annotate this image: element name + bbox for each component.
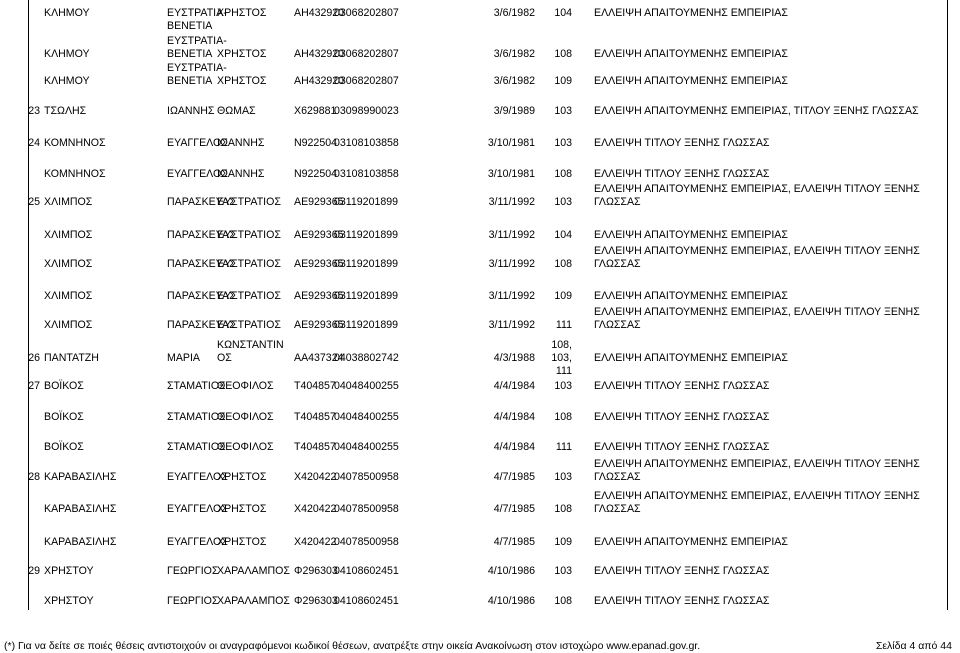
first-name-cell: ΕΥΣΤΡΑΤΙΑ- ΒΕΝΕΤΙΑ	[167, 62, 227, 87]
table-row	[28, 380, 946, 398]
id-number-cell: ΑΗ432920	[294, 7, 345, 19]
table-row	[28, 441, 946, 459]
position-code-cell: 111	[555, 319, 572, 331]
first-name-cell: ΣΤΑΜΑΤΙΟΣ	[167, 441, 226, 453]
surname-cell: ΧΛΙΜΠΟΣ	[44, 229, 93, 241]
father-name-cell: ΙΩΑΝΝΗΣ	[217, 137, 265, 149]
table-row	[28, 490, 946, 520]
first-name-cell: ΙΩΑΝΝΗΣ	[167, 105, 215, 117]
rejection-reason-cell: ΕΛΛΕΙΨΗ ΤΙΤΛΟΥ ΞΕΝΗΣ ΓΛΩΣΣΑΣ	[594, 595, 770, 607]
rejection-reason-cell: ΕΛΛΕΙΨΗ ΑΠΑΙΤΟΥΜΕΝΗΣ ΕΜΠΕΙΡΙΑΣ, ΕΛΛΕΙΨΗ ΤΙΤΛΟΥ ΞΕΝΗΣ ΓΛΩΣΣΑΣ	[594, 306, 920, 331]
rejection-reason-cell: ΕΛΛΕΙΨΗ ΤΙΤΛΟΥ ΞΕΝΗΣ ΓΛΩΣΣΑΣ	[594, 565, 770, 577]
footer-note: (*) Για να δείτε σε ποιές θέσεις αντιστοιχούν οι αναγραφόμενοι κωδικοί θέσεων, ανατρέξτε στην οικεία Ανακοίνωση στον ιστοχώρο www.epanad.gov.gr.	[4, 640, 701, 652]
birth-date-cell: 4/7/1985	[493, 503, 535, 515]
father-name-cell: ΕΥΣΤΡΑΤΙΟΣ	[217, 319, 281, 331]
table-row	[28, 62, 946, 92]
father-name-cell: ΕΥΣΤΡΑΤΙΟΣ	[217, 196, 281, 208]
father-name-cell: ΘΕΟΦΙΛΟΣ	[217, 380, 274, 392]
birth-date-cell: 3/11/1992	[488, 258, 535, 270]
row-number: 25	[28, 196, 40, 208]
surname-cell: ΚΑΡΑΒΑΣΙΛΗΣ	[44, 536, 117, 548]
id-number-cell: Ν922504	[294, 137, 338, 149]
birth-date-cell: 3/10/1981	[487, 137, 535, 149]
first-name-cell: ΕΥΑΓΓΕΛΟΣ	[167, 471, 228, 483]
surname-cell: ΧΛΙΜΠΟΣ	[44, 258, 93, 270]
amka-cell: 04108602451	[334, 565, 399, 577]
surname-cell: ΒΟΪΚΟΣ	[44, 411, 84, 423]
id-number-cell: Χ420422	[294, 536, 337, 548]
birth-date-cell: 4/7/1985	[493, 536, 535, 548]
rejection-reason-cell: ΕΛΛΕΙΨΗ ΤΙΤΛΟΥ ΞΕΝΗΣ ΓΛΩΣΣΑΣ	[594, 168, 770, 180]
amka-cell: 04048400255	[334, 411, 399, 423]
birth-date-cell: 3/6/1982	[493, 48, 535, 60]
page-number: Σελίδα 4 από 44	[875, 640, 952, 652]
table-row	[28, 339, 946, 377]
table-row	[28, 183, 946, 213]
father-name-cell: ΧΡΗΣΤΟΣ	[217, 503, 267, 515]
position-code-cell: 103	[554, 196, 572, 208]
amka-cell: 03068202807	[334, 75, 399, 87]
rejection-reason-cell: ΕΛΛΕΙΨΗ ΑΠΑΙΤΟΥΜΕΝΗΣ ΕΜΠΕΙΡΙΑΣ, ΕΛΛΕΙΨΗ ΤΙΤΛΟΥ ΞΕΝΗΣ ΓΛΩΣΣΑΣ	[594, 183, 920, 208]
surname-cell: ΚΟΜΝΗΝΟΣ	[44, 137, 106, 149]
amka-cell: 04078500958	[334, 503, 399, 515]
amka-cell: 04078500958	[334, 536, 399, 548]
id-number-cell: ΑΕ929365	[294, 196, 344, 208]
id-number-cell: Χ629881	[294, 105, 337, 117]
position-code-cell: 103	[554, 565, 572, 577]
position-code-cell: 108	[554, 258, 572, 270]
table-row	[28, 7, 946, 32]
father-name-cell: ΕΥΣΤΡΑΤΙΟΣ	[217, 290, 281, 302]
father-name-cell: ΧΡΗΣΤΟΣ	[217, 48, 267, 60]
amka-cell: 03108103858	[334, 137, 399, 149]
birth-date-cell: 4/4/1984	[493, 380, 535, 392]
birth-date-cell: 3/11/1992	[488, 290, 535, 302]
rejection-reason-cell: ΕΛΛΕΙΨΗ ΑΠΑΙΤΟΥΜΕΝΗΣ ΕΜΠΕΙΡΙΑΣ, ΕΛΛΕΙΨΗ ΤΙΤΛΟΥ ΞΕΝΗΣ ΓΛΩΣΣΑΣ	[594, 458, 920, 483]
row-number: 23	[28, 105, 40, 117]
first-name-cell: ΕΥΑΓΓΕΛΟΣ	[167, 503, 228, 515]
id-number-cell: ΑΗ432920	[294, 75, 345, 87]
position-code-cell: 103	[554, 471, 572, 483]
rejection-reason-cell: ΕΛΛΕΙΨΗ ΑΠΑΙΤΟΥΜΕΝΗΣ ΕΜΠΕΙΡΙΑΣ	[594, 536, 788, 548]
id-number-cell: Χ420422	[294, 471, 337, 483]
rejection-reason-cell: ΕΛΛΕΙΨΗ ΑΠΑΙΤΟΥΜΕΝΗΣ ΕΜΠΕΙΡΙΑΣ	[594, 7, 788, 19]
position-code-cell: 108, 103, 111	[551, 339, 572, 377]
rejection-reason-cell: ΕΛΛΕΙΨΗ ΤΙΤΛΟΥ ΞΕΝΗΣ ΓΛΩΣΣΑΣ	[594, 411, 770, 423]
position-code-cell: 103	[554, 380, 572, 392]
surname-cell: ΒΟΪΚΟΣ	[44, 441, 84, 453]
amka-cell: 03108103858	[334, 168, 399, 180]
amka-cell: 03119201899	[334, 196, 399, 208]
surname-cell: ΚΟΜΝΗΝΟΣ	[44, 168, 106, 180]
position-code-cell: 111	[555, 441, 572, 453]
birth-date-cell: 4/4/1984	[493, 441, 535, 453]
birth-date-cell: 4/4/1984	[493, 411, 535, 423]
id-number-cell: Ν922504	[294, 168, 338, 180]
father-name-cell: ΘΕΟΦΙΛΟΣ	[217, 411, 274, 423]
birth-date-cell: 3/11/1992	[488, 196, 535, 208]
position-code-cell: 109	[554, 75, 572, 87]
rejection-reason-cell: ΕΛΛΕΙΨΗ ΤΙΤΛΟΥ ΞΕΝΗΣ ΓΛΩΣΣΑΣ	[594, 441, 770, 453]
father-name-cell: ΧΡΗΣΤΟΣ	[217, 471, 267, 483]
birth-date-cell: 3/11/1992	[488, 229, 535, 241]
birth-date-cell: 3/11/1992	[488, 319, 535, 331]
amka-cell: 04038802742	[334, 352, 399, 364]
rejection-reason-cell: ΕΛΛΕΙΨΗ ΑΠΑΙΤΟΥΜΕΝΗΣ ΕΜΠΕΙΡΙΑΣ	[594, 290, 788, 302]
surname-cell: ΧΡΗΣΤΟΥ	[44, 595, 94, 607]
table-row	[28, 137, 946, 155]
rejection-reason-cell: ΕΛΛΕΙΨΗ ΑΠΑΙΤΟΥΜΕΝΗΣ ΕΜΠΕΙΡΙΑΣ, ΤΙΤΛΟΥ ΞΕΝΗΣ ΓΛΩΣΣΑΣ	[594, 105, 919, 117]
amka-cell: 03119201899	[334, 290, 399, 302]
rejection-reason-cell: ΕΛΛΕΙΨΗ ΑΠΑΙΤΟΥΜΕΝΗΣ ΕΜΠΕΙΡΙΑΣ, ΕΛΛΕΙΨΗ ΤΙΤΛΟΥ ΞΕΝΗΣ ΓΛΩΣΣΑΣ	[594, 245, 920, 270]
table-row	[28, 565, 946, 583]
rejection-reason-cell: ΕΛΛΕΙΨΗ ΤΙΤΛΟΥ ΞΕΝΗΣ ΓΛΩΣΣΑΣ	[594, 380, 770, 392]
birth-date-cell: 4/10/1986	[487, 565, 535, 577]
amka-cell: 03119201899	[334, 229, 399, 241]
father-name-cell: ΘΕΟΦΙΛΟΣ	[217, 441, 274, 453]
birth-date-cell: 4/7/1985	[493, 471, 535, 483]
first-name-cell: ΕΥΣΤΡΑΤΙΑ- ΒΕΝΕΤΙΑ	[167, 7, 227, 32]
rejection-reason-cell: ΕΛΛΕΙΨΗ ΑΠΑΙΤΟΥΜΕΝΗΣ ΕΜΠΕΙΡΙΑΣ	[594, 75, 788, 87]
rejection-reason-cell: ΕΛΛΕΙΨΗ ΑΠΑΙΤΟΥΜΕΝΗΣ ΕΜΠΕΙΡΙΑΣ	[594, 229, 788, 241]
table-row	[28, 306, 946, 336]
first-name-cell: ΠΑΡΑΣΚΕΥΑΣ	[167, 258, 236, 270]
birth-date-cell: 3/9/1989	[493, 105, 535, 117]
position-code-cell: 108	[554, 595, 572, 607]
position-code-cell: 104	[554, 7, 572, 19]
surname-cell: ΒΟΪΚΟΣ	[44, 380, 84, 392]
surname-cell: ΚΛΗΜΟΥ	[44, 75, 90, 87]
father-name-cell: ΕΥΣΤΡΑΤΙΟΣ	[217, 258, 281, 270]
father-name-cell: ΧΑΡΑΛΑΜΠΟΣ	[217, 565, 290, 577]
first-name-cell: ΕΥΑΓΓΕΛΟΣ	[167, 536, 228, 548]
surname-cell: ΧΛΙΜΠΟΣ	[44, 196, 93, 208]
table-row	[28, 35, 946, 65]
position-code-cell: 103	[554, 137, 572, 149]
table-row	[28, 536, 946, 554]
amka-cell: 03068202807	[334, 48, 399, 60]
first-name-cell: ΠΑΡΑΣΚΕΥΑΣ	[167, 290, 236, 302]
birth-date-cell: 3/6/1982	[493, 7, 535, 19]
birth-date-cell: 3/10/1981	[487, 168, 535, 180]
position-code-cell: 108	[554, 411, 572, 423]
father-name-cell: ΧΡΗΣΤΟΣ	[217, 7, 267, 19]
amka-cell: 03119201899	[334, 258, 399, 270]
first-name-cell: ΠΑΡΑΣΚΕΥΑΣ	[167, 229, 236, 241]
row-number: 28	[28, 471, 40, 483]
first-name-cell: ΕΥΑΓΓΕΛΟΣ	[167, 137, 228, 149]
row-number: 29	[28, 565, 40, 577]
position-code-cell: 108	[554, 503, 572, 515]
position-code-cell: 108	[554, 168, 572, 180]
surname-cell: ΠΑΝΤΑΤΖΗ	[44, 352, 99, 364]
position-code-cell: 108	[554, 48, 572, 60]
first-name-cell: ΠΑΡΑΣΚΕΥΑΣ	[167, 196, 236, 208]
birth-date-cell: 4/3/1988	[493, 352, 535, 364]
table-row	[28, 245, 946, 275]
surname-cell: ΧΛΙΜΠΟΣ	[44, 319, 93, 331]
father-name-cell: ΧΑΡΑΛΑΜΠΟΣ	[217, 595, 290, 607]
rejection-reason-cell: ΕΛΛΕΙΨΗ ΤΙΤΛΟΥ ΞΕΝΗΣ ΓΛΩΣΣΑΣ	[594, 137, 770, 149]
surname-cell: ΚΑΡΑΒΑΣΙΛΗΣ	[44, 503, 117, 515]
father-name-cell: ΕΥΣΤΡΑΤΙΟΣ	[217, 229, 281, 241]
id-number-cell: Φ296303	[294, 565, 338, 577]
father-name-cell: ΧΡΗΣΤΟΣ	[217, 536, 267, 548]
father-name-cell: ΙΩΑΝΝΗΣ	[217, 168, 265, 180]
row-number: 24	[28, 137, 40, 149]
first-name-cell: ΕΥΑΓΓΕΛΟΣ	[167, 168, 228, 180]
surname-cell: ΚΛΗΜΟΥ	[44, 7, 90, 19]
surname-cell: ΚΛΗΜΟΥ	[44, 48, 90, 60]
id-number-cell: ΑΕ929365	[294, 319, 344, 331]
id-number-cell: Τ404857	[294, 441, 336, 453]
father-name-cell: ΧΡΗΣΤΟΣ	[217, 75, 267, 87]
father-name-cell: ΚΩΝΣΤΑΝΤΙΝ ΟΣ	[217, 339, 284, 364]
first-name-cell: ΣΤΑΜΑΤΙΟΣ	[167, 380, 226, 392]
id-number-cell: Χ420422	[294, 503, 337, 515]
position-code-cell: 104	[554, 229, 572, 241]
id-number-cell: Τ404857	[294, 380, 336, 392]
table-row	[28, 105, 946, 123]
birth-date-cell: 3/6/1982	[493, 75, 535, 87]
table-row	[28, 595, 946, 613]
id-number-cell: ΑΕ929365	[294, 290, 344, 302]
row-number: 27	[28, 380, 40, 392]
amka-cell: 03098990023	[334, 105, 399, 117]
position-code-cell: 103	[554, 105, 572, 117]
id-number-cell: ΑΗ432920	[294, 48, 345, 60]
position-code-cell: 109	[554, 536, 572, 548]
birth-date-cell: 4/10/1986	[487, 595, 535, 607]
id-number-cell: ΑΕ929365	[294, 258, 344, 270]
amka-cell: 04078500958	[334, 471, 399, 483]
first-name-cell: ΜΑΡΙΑ	[167, 352, 200, 364]
table-row	[28, 458, 946, 488]
first-name-cell: ΠΑΡΑΣΚΕΥΑΣ	[167, 319, 236, 331]
table-row	[28, 411, 946, 429]
surname-cell: ΚΑΡΑΒΑΣΙΛΗΣ	[44, 471, 117, 483]
amka-cell: 03119201899	[334, 319, 399, 331]
row-number: 26	[28, 352, 40, 364]
id-number-cell: Φ296303	[294, 595, 338, 607]
rejection-reason-cell: ΕΛΛΕΙΨΗ ΑΠΑΙΤΟΥΜΕΝΗΣ ΕΜΠΕΙΡΙΑΣ	[594, 352, 788, 364]
id-number-cell: Τ404857	[294, 411, 336, 423]
id-number-cell: ΑΑ437324	[294, 352, 344, 364]
id-number-cell: ΑΕ929365	[294, 229, 344, 241]
surname-cell: ΤΣΩΛΗΣ	[44, 105, 87, 117]
first-name-cell: ΓΕΩΡΓΙΟΣ	[167, 595, 219, 607]
father-name-cell: ΘΩΜΑΣ	[217, 105, 256, 117]
first-name-cell: ΕΥΣΤΡΑΤΙΑ- ΒΕΝΕΤΙΑ	[167, 35, 227, 60]
surname-cell: ΧΡΗΣΤΟΥ	[44, 565, 94, 577]
rejection-reason-cell: ΕΛΛΕΙΨΗ ΑΠΑΙΤΟΥΜΕΝΗΣ ΕΜΠΕΙΡΙΑΣ, ΕΛΛΕΙΨΗ ΤΙΤΛΟΥ ΞΕΝΗΣ ΓΛΩΣΣΑΣ	[594, 490, 920, 515]
amka-cell: 04108602451	[334, 595, 399, 607]
amka-cell: 04048400255	[334, 441, 399, 453]
rejection-reason-cell: ΕΛΛΕΙΨΗ ΑΠΑΙΤΟΥΜΕΝΗΣ ΕΜΠΕΙΡΙΑΣ	[594, 48, 788, 60]
first-name-cell: ΓΕΩΡΓΙΟΣ	[167, 565, 219, 577]
amka-cell: 03068202807	[334, 7, 399, 19]
first-name-cell: ΣΤΑΜΑΤΙΟΣ	[167, 411, 226, 423]
surname-cell: ΧΛΙΜΠΟΣ	[44, 290, 93, 302]
amka-cell: 04048400255	[334, 380, 399, 392]
position-code-cell: 109	[554, 290, 572, 302]
